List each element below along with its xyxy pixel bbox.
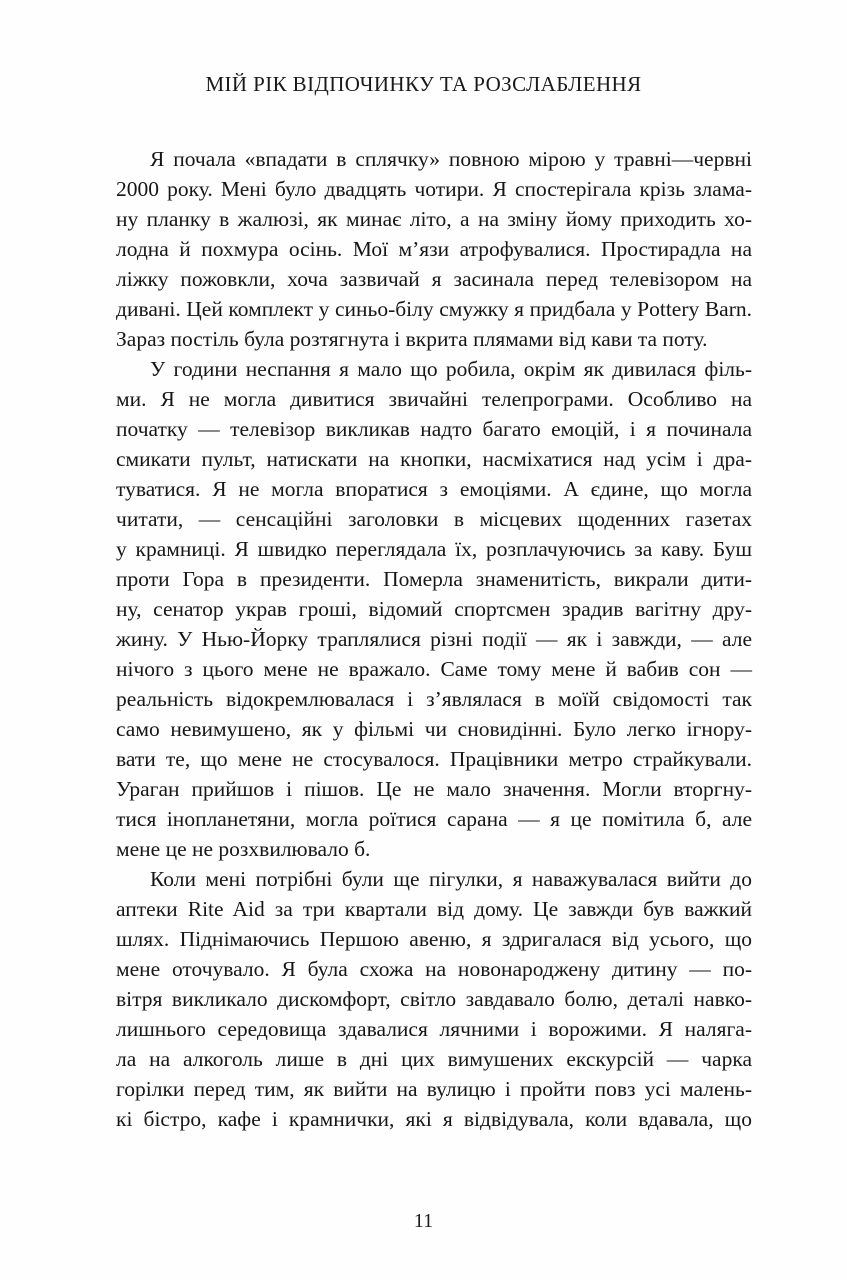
- text-line: кі бістро, кафе і крамнички, які я відвідувала, коли вдавала, що: [116, 1107, 752, 1131]
- text-line: проти Гора в президенти. Померла знаменитість, викрали дити-: [116, 567, 752, 591]
- text-line: реальність відокремлювалася і з’являлася в моїй свідомості так: [116, 687, 752, 711]
- text-line: Коли мені потрібні були ще пігулки, я наважувалася вийти до: [150, 867, 752, 891]
- text-line: ми. Я не могла дивитися звичайні телепрограми. Особливо на: [116, 387, 752, 411]
- text-line: само невимушено, як у фільмі чи сновидінні. Було легко ігнору-: [116, 717, 752, 741]
- text-line: аптеки Rite Aid за три квартали від дому. Це завжди був важкий: [116, 897, 752, 921]
- text-line: мене це не розхвилювало б.: [116, 837, 371, 861]
- text-line: у крамниці. Я швидко переглядала їх, розплачуючись за каву. Буш: [116, 537, 752, 561]
- text-line: 2000 року. Мені було двадцять чотири. Я спостерігала крізь злама-: [116, 177, 752, 201]
- text-line: Зараз постіль була розтягнута і вкрита плямами від кави та поту.: [116, 327, 708, 351]
- text-line: вати те, що мене не стосувалося. Працівники метро страйкували.: [116, 747, 752, 771]
- text-line: ла на алкоголь лише в дні цих вимушених екскурсій — чарка: [116, 1047, 752, 1071]
- text-line: тися інопланетяни, могла роїтися сарана — я це помітила б, але: [116, 807, 752, 831]
- text-line: Я почала «впадати в сплячку» повною мірою у травні—червні: [150, 147, 752, 171]
- text-line: лодна й похмура осінь. Мої м’язи атрофувалися. Простирадла на: [116, 237, 752, 261]
- text-line: дивані. Цей комплект у синьо-білу смужку я придбала у Pottery Barn.: [116, 297, 752, 321]
- text-line: мене оточувало. Я була схожа на новонароджену дитину — по-: [116, 957, 752, 981]
- text-line: Ураган прийшов і пішов. Це не мало значення. Могли вторгну-: [116, 777, 752, 801]
- text-line: вітря викликало дискомфорт, світло завдавало болю, деталі навко-: [116, 987, 752, 1011]
- running-head: МІЙ РІК ВІДПОЧИНКУ ТА РОЗСЛАБЛЕННЯ: [205, 72, 642, 96]
- text-line: ну планку в жалюзі, як минає літо, а на зміну йому приходить хо-: [116, 207, 752, 231]
- text-line: ну, сенатор украв гроші, відомий спортсмен зрадив вагітну дру-: [116, 597, 752, 621]
- text-line: смикати пульт, натискати на кнопки, насміхатися над усім і дра-: [116, 447, 752, 471]
- text-line: шлях. Піднімаючись Першою авеню, я здригалася від усього, що: [116, 927, 752, 951]
- text-line: ліжку пожовкли, хоча зазвичай я засинала перед телевізором на: [116, 267, 752, 291]
- page-number: 11: [413, 1210, 434, 1232]
- text-line: жину. У Нью-Йорку траплялися різні події — як і завжди, — але: [116, 627, 752, 651]
- text-line: У години неспання я мало що робила, окрім як дивилася філь-: [150, 357, 752, 381]
- text-line: лишнього середовища здавалися лячними і ворожими. Я наляга-: [116, 1017, 752, 1041]
- text-line: горілки перед тим, як вийти на вулицю і пройти повз усі малень-: [116, 1077, 752, 1101]
- body-text: [116, 144, 752, 1134]
- text-line: нічого з цього мене не вражало. Саме тому мене й вабив сон —: [116, 657, 752, 681]
- text-line: читати, — сенсаційні заголовки в місцевих щоденних газетах: [116, 507, 752, 531]
- text-line: туватися. Я не могла впоратися з емоціями. А єдине, що могла: [116, 477, 752, 501]
- text-line: початку — телевізор викликав надто багато емоцій, і я починала: [116, 417, 752, 441]
